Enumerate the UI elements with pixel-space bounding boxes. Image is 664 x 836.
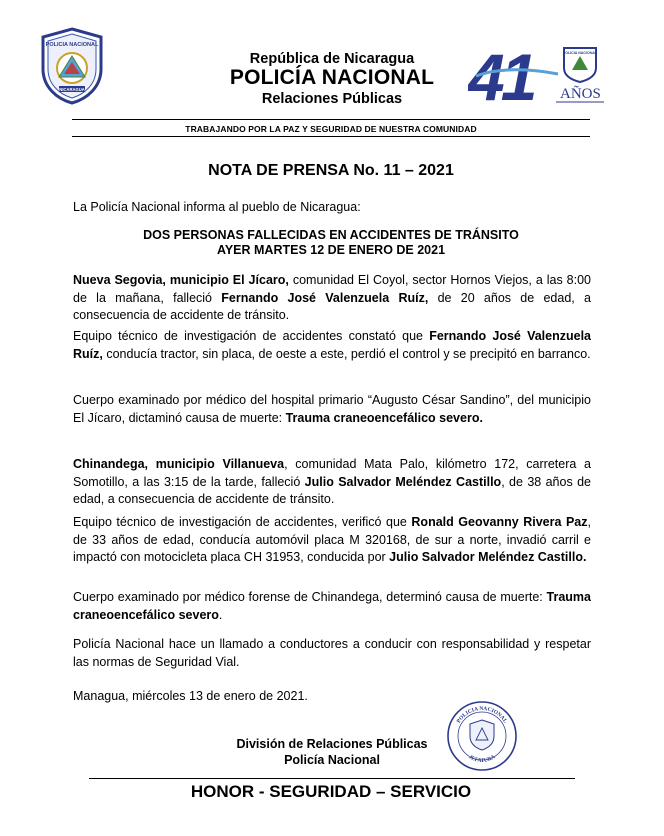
victim-2-name: Julio Salvador Meléndez Castillo [304, 474, 502, 489]
paragraph-3 [73, 392, 591, 427]
driver-2-name: Ronald Geovanny Rivera Paz [411, 515, 588, 529]
p1-text-1: comunidad El Coyol, sector Hornos Viejos, a las 8:00 de la mañana, falleció [73, 273, 591, 305]
paragraph-4 [73, 456, 591, 509]
anniversary-word: AÑOS [560, 86, 601, 102]
footer-motto: HONOR - SEGURIDAD – SERVICIO [190, 782, 472, 801]
header-department: Relaciones Públicas [261, 91, 403, 107]
press-note-title: NOTA DE PRENSA No. 11 – 2021 [208, 162, 454, 179]
cause-of-death-2: Trauma craneoencefálico severo [73, 590, 591, 622]
p6-text-2: . [218, 607, 223, 622]
police-badge-logo [39, 27, 105, 105]
p6-text-1: Cuerpo examinado por médico forense de Chinandega, determinó causa de muerte: [73, 590, 547, 604]
p3-text-1: Cuerpo examinado por médico del hospital primario “Augusto César Sandino”, del municipio El Jícaro, dictaminó causa de muerte: [73, 393, 591, 425]
anniversary-number: 41 [468, 40, 534, 106]
signature-line-2: Policía Nacional [284, 753, 380, 767]
p1-text-2: de 20 años de edad, a consecuencia de accidente de tránsito. [73, 290, 591, 322]
location-1: Nueva Segovia, municipio El Jícaro, [73, 273, 289, 287]
footer-rule [89, 778, 575, 779]
header-republic: República de Nicaragua [249, 51, 415, 67]
headline [72, 228, 590, 258]
driver-1-name: Fernando José Valenzuela Ruíz, [73, 329, 591, 361]
anniversary-badge-text: POLICIA NACIONAL [562, 51, 598, 55]
date-line: Managua, miércoles 13 de enero de 2021. [73, 689, 308, 703]
anniversary-41-logo [468, 38, 606, 106]
headline-line-2: AYER MARTES 12 DE ENERO DE 2021 [216, 243, 446, 257]
p5-text-1: Equipo técnico de investigación de accidentes, verificó que [73, 515, 412, 529]
signature-line-1: División de Relaciones Públicas [236, 737, 428, 751]
header-rule-top [72, 119, 590, 120]
victim-1-name: Fernando José Valenzuela Ruíz, [221, 290, 429, 305]
seal-text-top: POLICIA NACIONAL [455, 705, 509, 725]
paragraph-5 [73, 514, 591, 567]
paragraph-7 [73, 636, 591, 671]
official-seal [446, 700, 518, 772]
motorcyclist-name: Julio Salvador Meléndez Castillo. [389, 550, 587, 564]
cause-of-death-1: Trauma craneoencefálico severo. [285, 410, 483, 425]
p2-text-2: conducía tractor, sin placa, de oeste a este, perdió el control y se precipitó en barranco. [102, 346, 591, 361]
seal-text-bottom: JEFATURA [467, 754, 497, 765]
header-motto: TRABAJANDO POR LA PAZ Y SEGURIDAD DE NUESTRA COMUNIDAD [185, 124, 477, 134]
p4-text-2: , de 38 años de edad, a consecuencia de accidente de tránsito. [73, 474, 591, 506]
paragraph-2 [73, 328, 591, 363]
paragraph-1 [73, 272, 591, 325]
location-2: Chinandega, municipio Villanueva [73, 457, 285, 471]
p5-text-2: , de 33 años de edad, conducía automóvil placa M 320168, de sur a norte, invadió carril e impactó con motocicleta placa CH 31953, conducida por [73, 515, 591, 564]
header-institution: POLICÍA NACIONAL [229, 66, 435, 89]
paragraph-6 [73, 589, 591, 624]
p7-text-1: Policía Nacional hace un llamado a conductores a conducir con responsabilidad y respetar las normas de Seguridad Vial. [73, 637, 591, 669]
header-rule-bottom [72, 136, 590, 137]
headline-line-1: DOS PERSONAS FALLECIDAS EN ACCIDENTES DE TRÁNSITO [143, 228, 519, 242]
p2-text-1: Equipo técnico de investigación de accidentes constató que [73, 329, 430, 343]
badge-text-bottom: NICARAGUA [59, 86, 85, 92]
p4-text-1: , comunidad Mata Palo, kilómetro 172, carretera a Somotillo, a las 3:15 de la tarde, falleció [73, 457, 591, 489]
badge-text-top: POLICIA NACIONAL [45, 42, 99, 48]
intro-line: La Policía Nacional informa al pueblo de Nicaragua: [73, 200, 361, 214]
signature-block [200, 736, 464, 768]
